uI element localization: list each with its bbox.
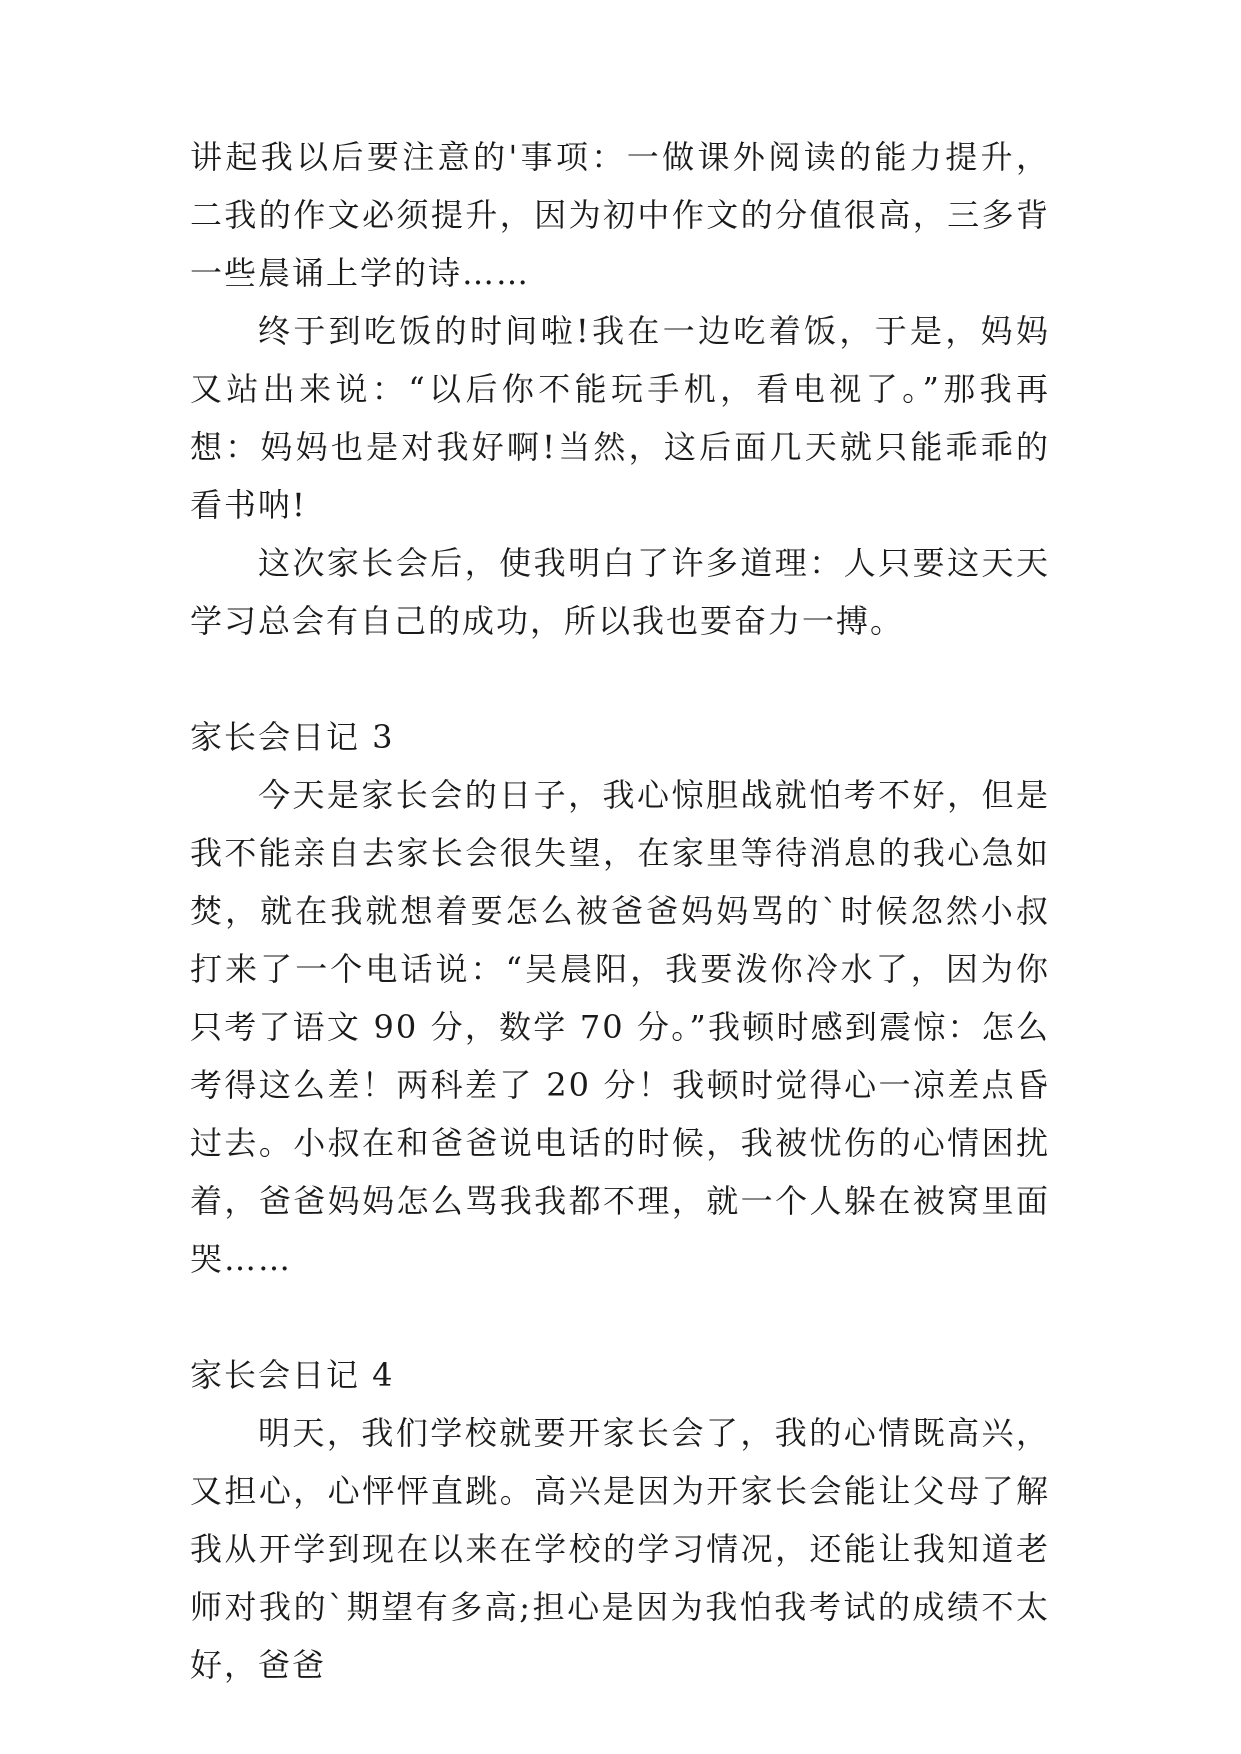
paragraph-2: 终于到吃饭的时间啦!我在一边吃着饭，于是，妈妈又站出来说：“以后你不能玩手机，看电视了。”那我再想：妈妈也是对我好啊!当然，这后面几天就只能乖乖的看书呐! — [190, 312, 1050, 524]
paragraph-3: 这次家长会后，使我明白了许多道理：人只要这天天学习总会有自己的成功，所以我也要奋力一搏。 — [190, 544, 1050, 640]
paragraph-1: 讲起我以后要注意的'事项：一做课外阅读的能力提升，二我的作文必须提升，因为初中作文的分值很高，三多背一些晨诵上学的诗…… — [190, 138, 1050, 292]
paragraph-4: 今天是家长会的日子，我心惊胆战就怕考不好，但是我不能亲自去家长会很失望，在家里等待消息的我心急如焚，就在我就想着要怎么被爸爸妈妈骂的`时候忽然小叔打来了一个电话说：“吴晨阳，我要泼你冷水了，因为你只考了语文 90 分，数学 70 分。”我顿时感到震惊：怎么考得这么差！两科差了 20 分！我顿时觉得心一凉差点昏过去。小叔在和爸爸说电话的时候，我被忧伤的心情困扰着，爸爸妈妈怎么骂我我都不理，就一个人躲在被窝里面哭…… — [190, 776, 1050, 1278]
paragraph-5: 明天，我们学校就要开家长会了，我的心情既高兴，又担心，心怦怦直跳。高兴是因为开家长会能让父母了解我从开学到现在以来在学校的学习情况，还能让我知道老师对我的`期望有多高;担心是因为我怕我考试的成绩不太好，爸爸 — [190, 1414, 1050, 1684]
document-body — [190, 128, 1050, 1694]
section-heading-4: 家长会日记 4 — [190, 1356, 395, 1394]
section-heading-3: 家长会日记 3 — [190, 718, 395, 756]
